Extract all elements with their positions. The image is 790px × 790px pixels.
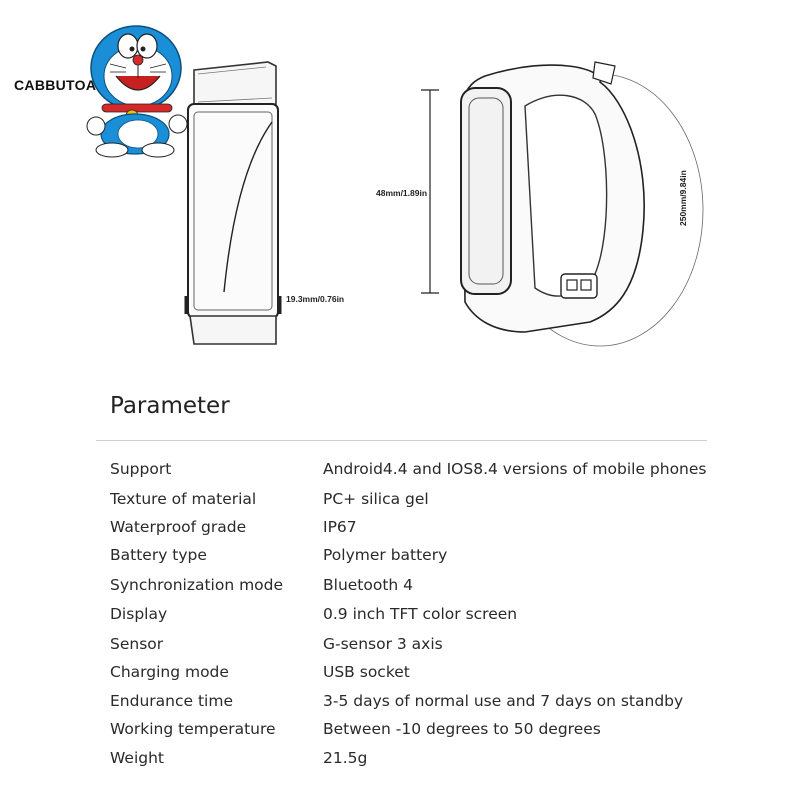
- parameter-value: 21.5g: [323, 749, 368, 767]
- parameter-row-waterproof: [110, 518, 750, 544]
- parameter-row-sync: [110, 576, 750, 602]
- parameter-label: Battery type: [110, 546, 207, 564]
- parameter-row-sensor: [110, 635, 750, 661]
- parameter-row-weight: [110, 749, 750, 775]
- parameter-value: 0.9 inch TFT color screen: [323, 605, 518, 623]
- parameter-label: Waterproof grade: [110, 518, 247, 536]
- parameter-label: Working temperature: [110, 720, 276, 738]
- parameter-value: PC+ silica gel: [323, 490, 429, 508]
- parameter-value: Bluetooth 4: [323, 576, 414, 594]
- parameter-label: Charging mode: [110, 663, 229, 681]
- parameter-value: 3-5 days of normal use and 7 days on standby: [323, 692, 684, 710]
- parameter-label: Texture of material: [110, 490, 257, 508]
- circumference-dimension-label: 250mm/9.84in: [678, 170, 688, 226]
- parameter-row-display: [110, 605, 750, 631]
- title-divider: [96, 440, 707, 441]
- parameter-row-battery: [110, 546, 750, 572]
- band-front-view: [180, 52, 290, 348]
- parameter-label: Sensor: [110, 635, 164, 653]
- parameter-label: Display: [110, 605, 168, 623]
- parameter-title: Parameter: [110, 393, 230, 419]
- parameter-value: USB socket: [323, 663, 410, 681]
- parameter-value: G-sensor 3 axis: [323, 635, 443, 653]
- width-dimension-label: 19.3mm/0.76in: [286, 294, 345, 304]
- parameter-label: Weight: [110, 749, 165, 767]
- parameter-label: Synchronization mode: [110, 576, 284, 594]
- parameter-label: Support: [110, 460, 172, 478]
- mascot-logo: [80, 16, 192, 158]
- parameter-value: Android4.4 and IOS8.4 versions of mobile phones: [323, 460, 707, 478]
- parameter-row-charging: [110, 663, 750, 689]
- parameter-value: Between -10 degrees to 50 degrees: [323, 720, 601, 738]
- parameter-row-support: [110, 460, 750, 486]
- brand-name: CABBUTOA: [14, 77, 97, 93]
- parameter-label: Endurance time: [110, 692, 233, 710]
- parameter-row-endurance: [110, 692, 750, 718]
- height-dimension-label: 48mm/1.89in: [376, 188, 428, 198]
- parameter-row-material: [110, 490, 750, 516]
- parameter-value: Polymer battery: [323, 546, 448, 564]
- parameter-value: IP67: [323, 518, 357, 536]
- parameter-row-temperature: [110, 720, 750, 746]
